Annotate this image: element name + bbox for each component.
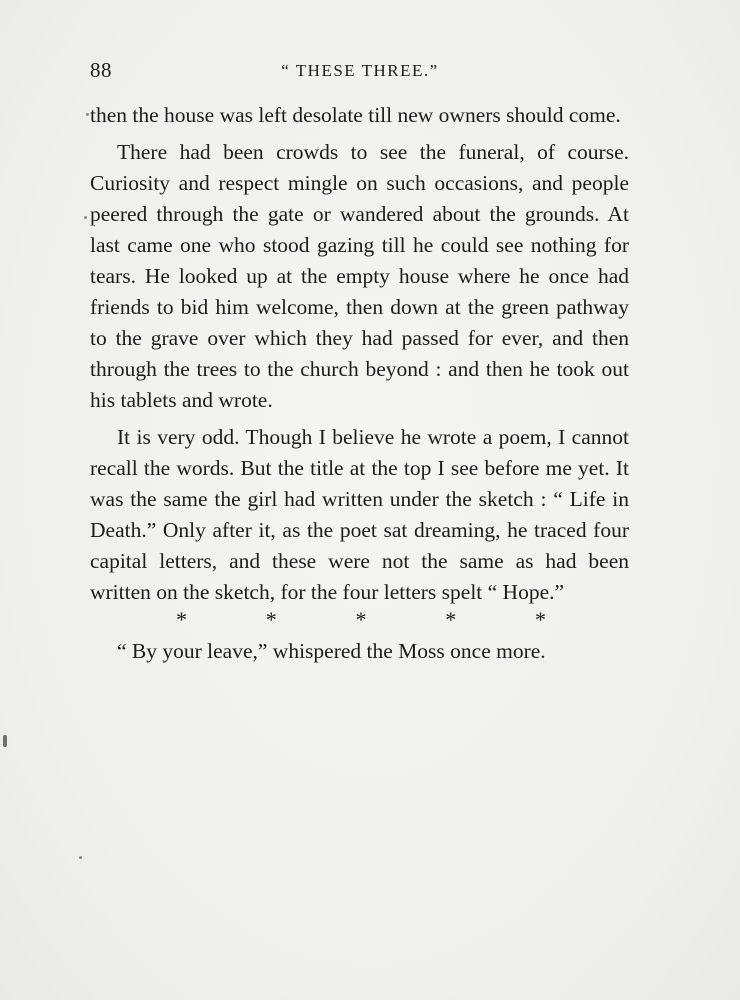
- section-separator: [176, 606, 546, 634]
- paper-speck: [79, 856, 82, 859]
- page-header: [90, 58, 630, 88]
- separator-star: *: [535, 607, 546, 632]
- separator-star: *: [265, 607, 277, 632]
- running-head: “ THESE THREE.”: [281, 61, 439, 80]
- separator-star: *: [355, 607, 367, 632]
- body-text: [90, 100, 629, 667]
- paper-speck: [84, 216, 87, 219]
- paragraph-funeral: There had been crowds to see the funeral, of course. Curiosity and respect mingle on such occasions, and people peered through the gate or wandered about the grounds. At last came one who stood gazing till he could see nothing for tears. He looked up at the empty house where he once had friends to bid him welcome, then down at the green pathway to the grave over which they had passed for ever, and then through the trees to the church beyond : and then he took out his tablets and wrote.: [90, 140, 629, 412]
- paragraph-continuation: then the house was left desolate till new owners should come.: [90, 103, 621, 127]
- separator-star: *: [445, 607, 457, 632]
- paper-speck: [3, 735, 7, 747]
- paragraph-poem: It is very odd. Though I believe he wrote a poem, I cannot recall the words. But the title at the top I see before me yet. It was the same the girl had written under the sketch : “ Life in Death.” Only after it, as the poet sat dreaming, he traced four capital letters, and these were not the same as had been written on the sketch, for the four letters spelt “ Hope.”: [90, 425, 629, 604]
- paper-speck: [86, 113, 89, 116]
- separator-star: *: [176, 607, 187, 632]
- closing-line: “ By your leave,” whispered the Moss once more.: [117, 639, 546, 663]
- page-number: 88: [90, 58, 112, 82]
